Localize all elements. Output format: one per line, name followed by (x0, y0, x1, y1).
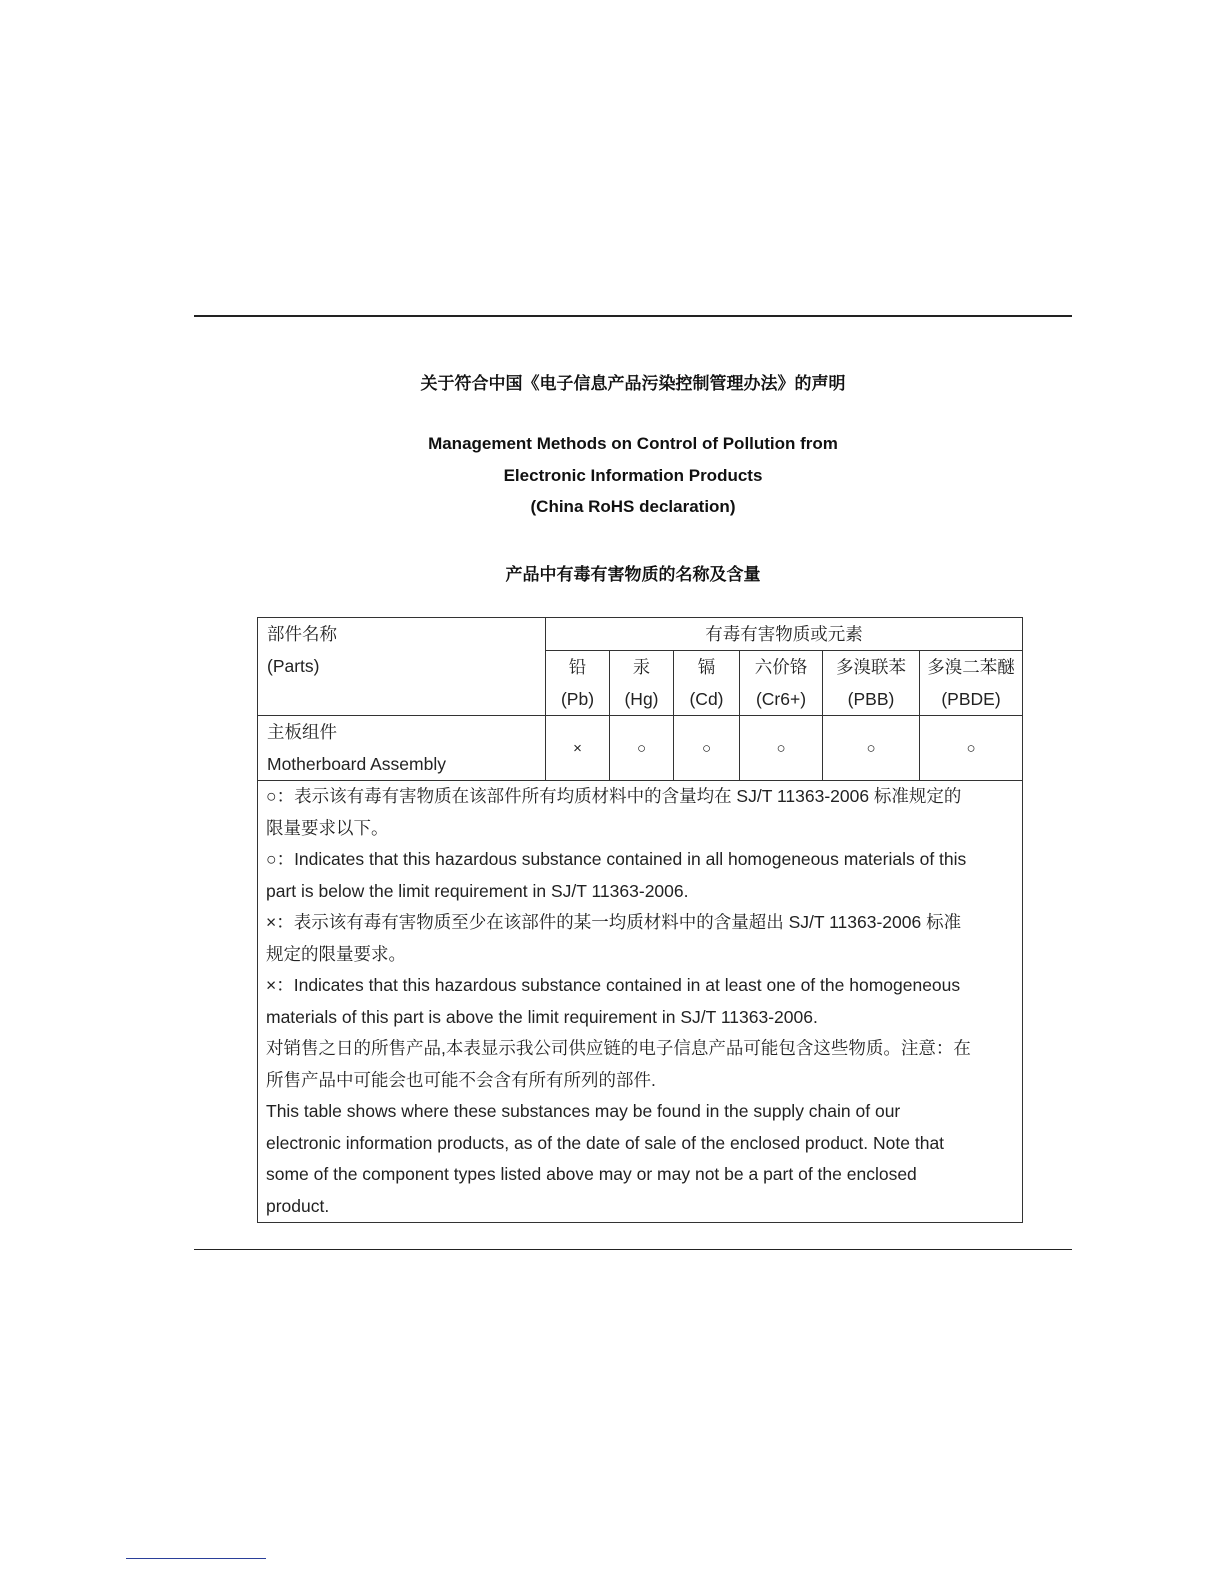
parts-header-cell (258, 618, 546, 716)
mark-cell: ○ (674, 716, 740, 781)
note-line: ×：Indicates that this hazardous substance contained in at least one of the homogeneous (266, 975, 961, 995)
note-line: product. (266, 1195, 330, 1216)
part-name-cn: 主板组件 (267, 722, 337, 742)
note-line: materials of this part is above the limit requirement in SJ/T 11363-2006. (266, 1006, 818, 1027)
col-header-cn: 铅 (546, 651, 610, 684)
col-header-en: (Cr6+) (740, 683, 823, 716)
mark-cell: × (546, 716, 610, 781)
cn-subtitle: 产品中有毒有害物质的名称及含量 (505, 565, 761, 584)
note-line: This table shows where these substances may be found in the supply chain of our (266, 1101, 901, 1121)
mark-cell: ○ (740, 716, 823, 781)
col-header-cn: 六价铬 (740, 651, 823, 684)
col-header-en: (Cd) (674, 683, 740, 716)
en-title-line-2: Electronic Information Products (503, 466, 763, 485)
bottom-rule (194, 1249, 1072, 1250)
rohs-table (257, 617, 1023, 1223)
col-header-cn: 汞 (610, 651, 674, 684)
parts-header-cn: 部件名称 (267, 624, 337, 644)
note-line: ○：表示该有毒有害物质在该部件所有均质材料中的含量均在 SJ/T 11363-2006 标准规定的 (266, 786, 962, 806)
note-line: 规定的限量要求。 (266, 943, 406, 964)
table-row (258, 716, 1023, 781)
parts-header-en: (Parts) (267, 656, 320, 676)
mark-cell: ○ (610, 716, 674, 781)
col-header-cn: 镉 (674, 651, 740, 684)
top-rule (194, 315, 1072, 317)
note-line: 对销售之日的所售产品,本表显示我公司供应链的电子信息产品可能包含这些物质。注意：在 (266, 1038, 971, 1058)
en-title-line-3: (China RoHS declaration) (530, 497, 736, 516)
part-name-cell (258, 716, 546, 781)
col-header-en: (Pb) (546, 683, 610, 716)
footnote-rule (126, 1558, 266, 1559)
note-line: ○：Indicates that this hazardous substance contained in all homogeneous materials of this (266, 849, 967, 869)
col-header-en: (PBB) (823, 683, 920, 716)
note-line: part is below the limit requirement in SJ/T 11363-2006. (266, 880, 689, 901)
col-header-cn: 多溴二苯醚 (920, 651, 1023, 684)
cn-title: 关于符合中国《电子信息产品污染控制管理办法》的声明 (420, 374, 846, 393)
part-name-en: Motherboard Assembly (267, 754, 446, 774)
mark-cell: ○ (920, 716, 1023, 781)
col-header-cn: 多溴联苯 (823, 651, 920, 684)
col-header-en: (Hg) (610, 683, 674, 716)
substance-group-header: 有毒有害物质或元素 (546, 618, 1023, 651)
note-line: ×：表示该有毒有害物质至少在该部件的某一均质材料中的含量超出 SJ/T 11363-2006 标准 (266, 912, 962, 932)
en-title-line-1: Management Methods on Control of Pollution from (428, 434, 838, 453)
mark-cell: ○ (823, 716, 920, 781)
note-line: 限量要求以下。 (266, 817, 389, 838)
col-header-en: (PBDE) (920, 683, 1023, 716)
notes-cell (258, 781, 1023, 1223)
note-line: 所售产品中可能会也可能不会含有所有所列的部件. (266, 1069, 656, 1090)
note-line: electronic information products, as of the date of sale of the enclosed product. Note that (266, 1132, 945, 1153)
note-line: some of the component types listed above may or may not be a part of the enclosed (266, 1164, 917, 1184)
